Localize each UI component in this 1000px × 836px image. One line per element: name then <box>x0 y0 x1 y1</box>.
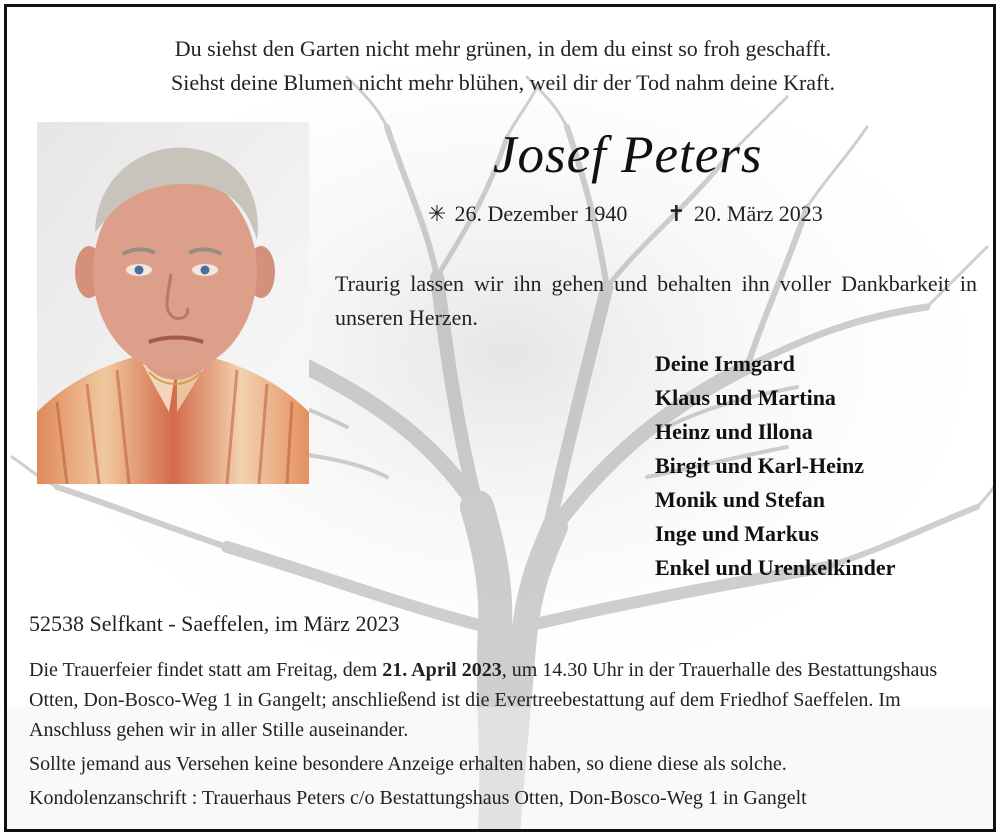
mourner-entry: Klaus und Martina <box>655 385 836 410</box>
mourner-entry: Heinz und Illona <box>655 419 813 444</box>
mourner-entry: Deine Irmgard <box>655 351 795 376</box>
portrait-photo <box>37 122 309 484</box>
obituary-notice <box>4 4 996 832</box>
cross-icon: ✝ <box>667 201 686 226</box>
death-date: 20. März 2023 <box>693 201 823 226</box>
funeral-details: Die Trauerfeier findet statt am Freitag, dem 21. April 2023, um 14.30 Uhr in der Trauerhalle des Bestattungshaus Otten, Don-Bosco-Weg 1 in Gangelt; anschließend ist die Evertreebestattung auf dem Friedhof Saeffelen. Im Anschluss gehen wir in aller Stille auseinander. <box>29 659 938 741</box>
asterisk-icon: ✳ <box>427 201 447 226</box>
mourner-entry: Enkel und Urenkelkinder <box>655 555 896 580</box>
funeral-date: 21. April 2023 <box>382 659 502 681</box>
notice-text: Sollte jemand aus Versehen keine besondere Anzeige erhalten haben, so diene diese als solche. <box>29 753 787 775</box>
condolence-address: Kondolenzanschrift : Trauerhaus Peters c/o Bestattungshaus Otten, Don-Bosco-Weg 1 in Gangelt <box>29 787 807 809</box>
mourner-entry: Monik und Stefan <box>655 487 825 512</box>
poem-line-1: Du siehst den Garten nicht mehr grünen, in dem du einst so froh geschafft. <box>174 36 832 61</box>
poem <box>7 32 996 100</box>
mourner-entry: Inge und Markus <box>655 521 819 546</box>
poem-line-2: Siehst deine Blumen nicht mehr blühen, weil dir der Tod nahm deine Kraft. <box>170 70 835 95</box>
place-and-date: 52538 Selfkant - Saeffelen, im März 2023 <box>29 611 400 636</box>
life-dates <box>425 201 823 227</box>
mourner-entry: Birgit und Karl-Heinz <box>655 453 864 478</box>
mourners-list <box>655 347 895 585</box>
memorial-quote: Traurig lassen wir ihn gehen und behalten ihn voller Dankbarkeit in unseren Herzen. <box>335 271 977 330</box>
deceased-name: Josef Peters <box>493 126 763 184</box>
birth-date: 26. Dezember 1940 <box>454 201 628 226</box>
funeral-information <box>29 655 979 813</box>
